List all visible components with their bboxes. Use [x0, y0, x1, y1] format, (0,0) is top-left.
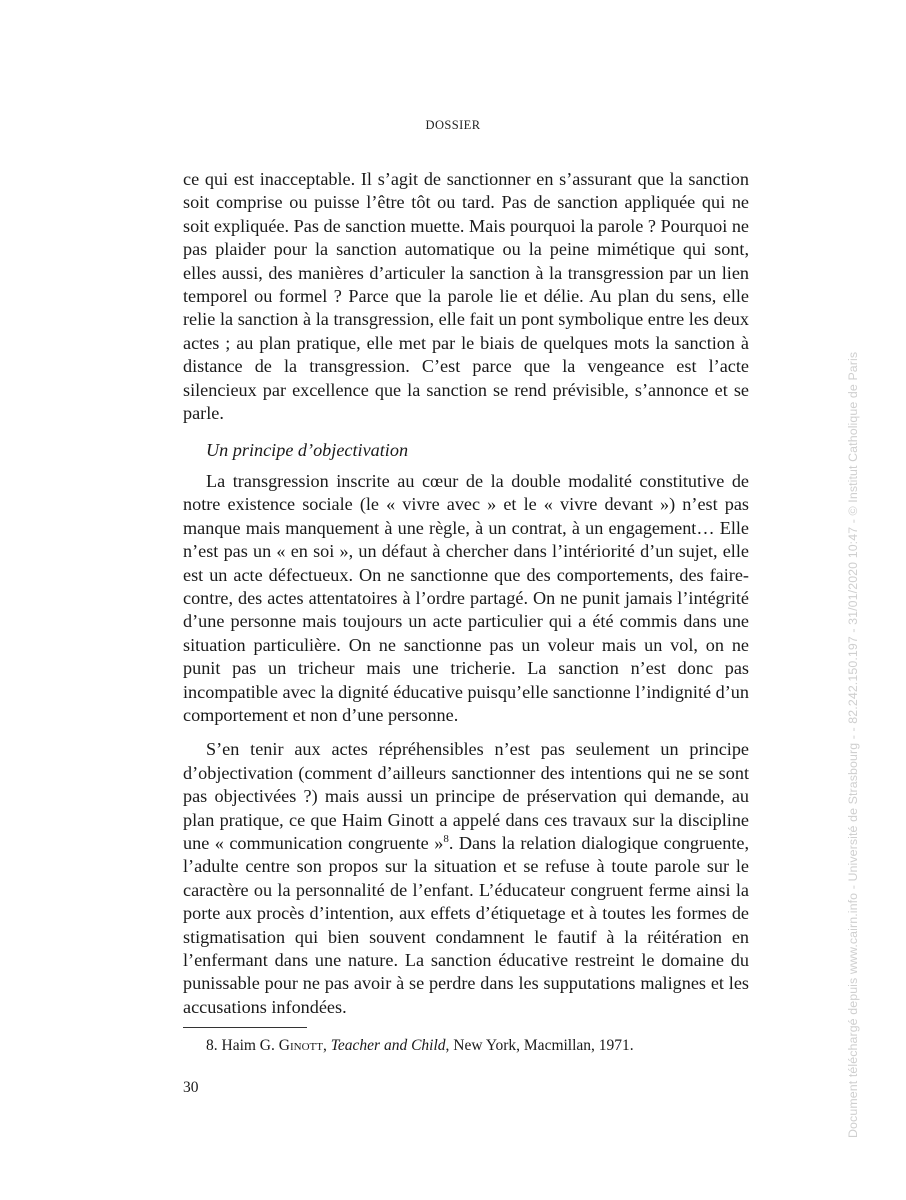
footnote — [206, 1036, 746, 1056]
footnote-author: Ginott — [278, 1037, 323, 1054]
paragraph-2: La transgression inscrite au cœur de la double modalité constitutive de notre existence sociale (le « vivre avec » et le « vivre devant ») n’est pas manque mais manquement à une règle, à un contrat, à un engagement… Elle n’est pas un « en soi », un défaut à chercher dans l’intériorité d’un sujet, elle est un acte défectueux. On ne sanctionne que des comportements, des faire-contre, des actes attentatoires à l’ordre partagé. On ne punit jamais l’intégrité d’une personne mais toujours un acte particulier qui a été commis dans une situation particulière. On ne sanctionne pas un voleur mais un vol, on ne punit pas un tricheur mais une tricherie. La sanction n’est donc pas incompatible avec la dignité éducative puisqu’elle sanctionne l’indignité d’un comportement et non d’une personne. — [183, 470, 749, 725]
paragraph-3-text-end: . Dans la relation dialogique congruente, l’adulte centre son propos sur la situation et se refuse à toute parole sur le caractère ou la personnalité de l’enfant. L’éducateur congruent ferme ainsi la porte aux procès d’intention, aux effets d’étiquetage et à toutes les formes de stigmatisation qui bien souvent condamnent le fautif à la réitération en l’enfermant dans une nature. La sanction éducative restreint le domaine du punissable pour ne pas avoir à se perdre dans les supputations malignes et les accusations infondées. — [183, 832, 749, 1017]
footnote-publication: , New York, Macmillan, 1971. — [445, 1037, 634, 1054]
paragraph-1: ce qui est inacceptable. Il s’agit de sanctionner en s’assurant que la sanction soit comprise ou puisse l’être tôt ou tard. Pas de sanction appliquée qui ne soit expliquée. Pas de sanction muette. Mais pourquoi la parole ? Pourquoi ne pas plaider pour la sanction automatique ou la peine mimétique qui sont, elles aussi, des manières d’articuler la sanction à la transgression par un lien temporel ou formel ? Parce que la parole lie et délie. Au plan du sens, elle relie la sanction à la transgression, elle fait un pont symbolique entre les deux actes ; au plan pratique, elle met par le biais de quelques mots la sanction à distance de la transgression. C’est parce que la vengeance est l’acte silencieux par excellence que la sanction se rend prévisible, s’annonce et se parle. — [183, 169, 749, 424]
footnote-separator: , — [322, 1037, 331, 1054]
paragraph-3-text-start: S’en tenir aux actes répréhensibles n’est pas seulement un principe d’objectivation (comment d’ailleurs sanctionner des intentions qui ne se sont pas objectivées ?) mais aussi un principe de préservation qui demande, au plan pratique, ce que Haim Ginott a appelé dans ces travaux sur la discipline une « communication congruente » — [183, 739, 749, 853]
section-heading: Un principe d’objectivation — [206, 440, 409, 461]
main-text — [183, 168, 749, 1019]
page-number: 30 — [183, 1079, 199, 1096]
footnote-reference[interactable]: 8 — [443, 832, 449, 845]
footnote-book-title: Teacher and Child — [330, 1037, 446, 1054]
download-watermark: Document téléchargé depuis www.cairn.info - Université de Strasbourg - - 82.242.150.197 - 31/01/2020 10:47 - © Institut Catholique de Paris — [846, 351, 860, 1138]
footnote-number: 8. Haim G. — [206, 1037, 279, 1054]
footnote-divider — [183, 1027, 307, 1028]
running-head: DOSSIER — [425, 118, 481, 132]
paragraph-3 — [183, 738, 749, 1019]
